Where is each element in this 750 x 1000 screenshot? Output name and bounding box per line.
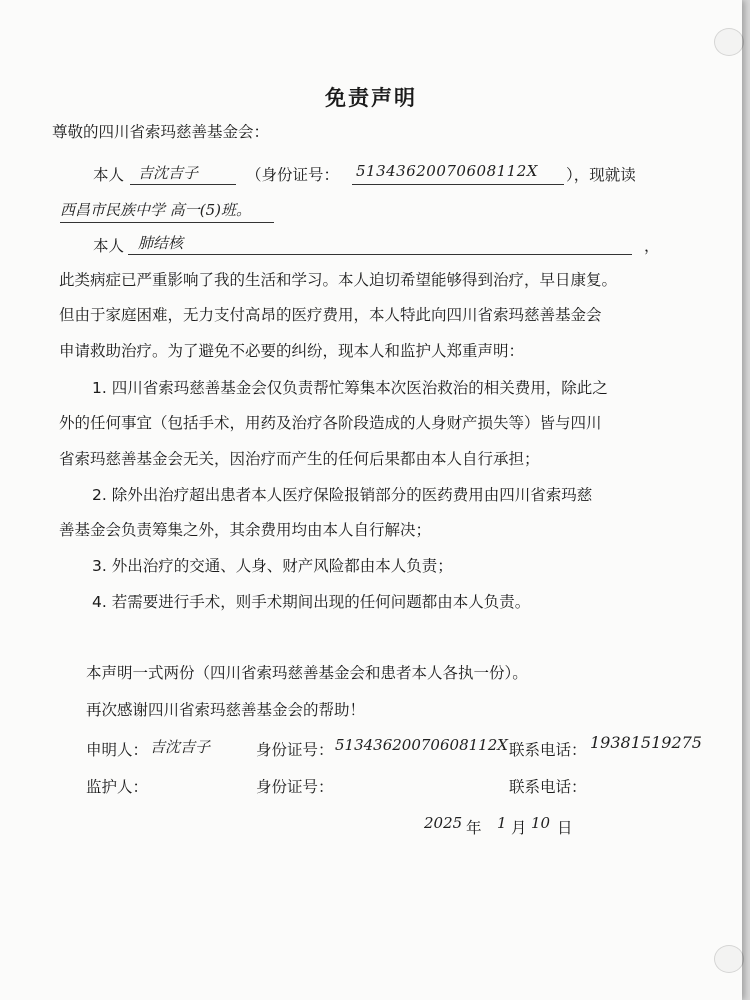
handwritten-declarant-name: 吉沈吉子 bbox=[150, 738, 211, 756]
handwritten-name: 吉沈吉子 bbox=[138, 164, 199, 182]
id-underline bbox=[352, 184, 564, 185]
handwritten-declarant-id: 51343620070608112X bbox=[335, 736, 508, 754]
intro-id-label: （身份证号： bbox=[246, 166, 340, 184]
handwritten-day: 10 bbox=[531, 814, 551, 832]
intro-benren: 本人 bbox=[93, 166, 125, 184]
handwritten-year: 2025 bbox=[424, 814, 463, 832]
paragraph-line: 但由于家庭困难，无力支付高昂的医疗费用，本人特此向四川省索玛慈善基金会 bbox=[59, 306, 602, 324]
clause-1-line: 外的任何事宜（包括手术，用药及治疗各阶段造成的人身财产损失等）皆与四川 bbox=[59, 414, 602, 432]
year-label: 年 bbox=[466, 819, 482, 837]
guardian-label: 监护人： bbox=[86, 778, 149, 796]
illness-comma: ， bbox=[644, 237, 660, 255]
document-title: 免责声明 bbox=[325, 86, 417, 110]
clause-2-line: 2. 除外出治疗超出患者本人医疗保险报销部分的医药费用由四川省索玛慈 bbox=[92, 486, 593, 504]
declarant-label: 申明人： bbox=[86, 741, 149, 759]
guardian-phone-label: 联系电话： bbox=[509, 778, 587, 796]
declarant-id-label: 身份证号： bbox=[256, 741, 334, 759]
clause-4-line: 4. 若需要进行手术，则手术期间出现的任何问题都由本人负责。 bbox=[92, 593, 531, 611]
handwritten-school: 西昌市民族中学 高一(5)班。 bbox=[60, 201, 252, 219]
paragraph-line: 申请救助治疗。为了避免不必要的纠纷，现本人和监护人郑重声明： bbox=[59, 342, 525, 360]
handwritten-id: 51343620070608112X bbox=[356, 162, 538, 180]
paragraph-line: 此类病症已严重影响了我的生活和学习。本人迫切希望能够得到治疗，早日康复。 bbox=[59, 271, 618, 289]
day-label: 日 bbox=[557, 819, 573, 837]
handwritten-month: 1 bbox=[497, 814, 507, 832]
name-underline bbox=[130, 184, 236, 185]
declarant-phone-label: 联系电话： bbox=[509, 741, 587, 759]
salutation: 尊敬的四川省索玛慈善基金会： bbox=[52, 123, 270, 141]
clause-3-line: 3. 外出治疗的交通、人身、财产风险都由本人负责； bbox=[92, 557, 453, 575]
month-label: 月 bbox=[511, 819, 527, 837]
clause-1-line: 1. 四川省索玛慈善基金会仅负责帮忙筹集本次医治救治的相关费用，除此之 bbox=[92, 379, 608, 397]
clause-2-line: 善基金会负责筹集之外，其余费用均由本人自行解决； bbox=[59, 521, 432, 539]
intro-close-tail: ），现就读 bbox=[566, 166, 636, 184]
illness-benren: 本人 bbox=[93, 237, 125, 255]
closing-line: 本声明一式两份（四川省索玛慈善基金会和患者本人各执一份）。 bbox=[86, 664, 528, 682]
punch-hole-bottom bbox=[714, 945, 744, 973]
guardian-id-label: 身份证号： bbox=[256, 778, 334, 796]
punch-hole-top bbox=[714, 28, 744, 56]
handwritten-illness: 肺结核 bbox=[138, 234, 184, 252]
clause-1-line: 省索玛慈善基金会无关，因治疗而产生的任何后果都由本人自行承担； bbox=[59, 450, 540, 468]
closing-line: 再次感谢四川省索玛慈善基金会的帮助！ bbox=[86, 701, 366, 719]
handwritten-phone: 19381519275 bbox=[590, 733, 702, 752]
illness-underline bbox=[128, 254, 632, 255]
school-underline bbox=[60, 222, 274, 223]
